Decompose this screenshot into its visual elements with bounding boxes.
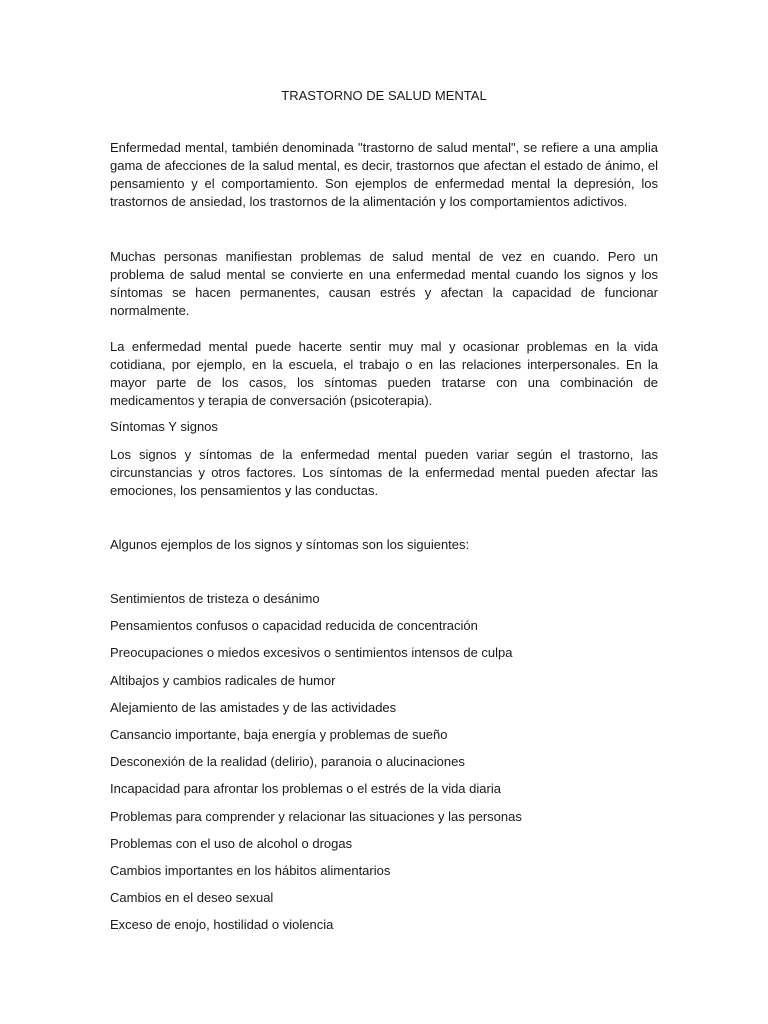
list-item: Problemas con el uso de alcohol o drogas — [110, 835, 353, 851]
list-item: Alejamiento de las amistades y de las actividades — [110, 699, 397, 715]
list-item: Desconexión de la realidad (delirio), paranoia o alucinaciones — [110, 754, 465, 770]
list-item: Cansancio importante, baja energía y problemas de sueño — [110, 726, 448, 742]
section-heading-symptoms: Síntomas Y signos — [110, 419, 218, 434]
list-item: Preocupaciones o miedos excesivos o sentimientos intensos de culpa — [110, 645, 513, 661]
list-item: Incapacidad para afrontar los problemas o el estrés de la vida diaria — [110, 781, 501, 797]
document-title: TRASTORNO DE SALUD MENTAL — [281, 88, 487, 103]
list-item: Exceso de enojo, hostilidad o violencia — [110, 917, 334, 933]
paragraph-treatment: La enfermedad mental puede hacerte sentir muy mal y ocasionar problemas en la vida cotidiana, por ejemplo, en la escuela, el trabajo o en las relaciones interpersonales. En la mayor parte de los casos, los síntomas pueden tratarse con una combinación de medicamentos y terapia de conversación (psicoterapia). — [110, 339, 658, 408]
paragraph-symptoms-vary: Los signos y síntomas de la enfermedad mental pueden variar según el trastorno, las circunstancias y otros factores. Los síntomas de la enfermedad mental pueden afectar las emociones, los pensamientos y las conductas. — [110, 447, 658, 498]
paragraph-definition: Enfermedad mental, también denominada "trastorno de salud mental", se refiere a una amplia gama de afecciones de la salud mental, es decir, trastornos que afectan el estado de ánimo, el pensamiento y el comportamiento. Son ejemplos de enfermedad mental la depresión, los trastornos de ansiedad, los trastornos de la alimentación y los comportamientos adictivos. — [110, 140, 658, 209]
paragraph-occasional-problems: Muchas personas manifiestan problemas de salud mental de vez en cuando. Pero un problema de salud mental se convierte en una enfermedad mental cuando los signos y los síntomas se hacen permanentes, causan estrés y afectan la capacidad de funcionar normalmente. — [110, 249, 658, 318]
list-item: Problemas para comprender y relacionar las situaciones y las personas — [110, 808, 522, 824]
list-item: Sentimientos de tristeza o desánimo — [110, 591, 320, 606]
list-item: Cambios en el deseo sexual — [110, 890, 274, 906]
symptom-list — [110, 590, 670, 943]
list-item: Pensamientos confusos o capacidad reducida de concentración — [110, 618, 478, 634]
list-item: Cambios importantes en los hábitos alimentarios — [110, 862, 391, 878]
list-item: Altibajos y cambios radicales de humor — [110, 672, 336, 688]
list-intro: Algunos ejemplos de los signos y síntomas son los siguientes: — [110, 537, 470, 552]
